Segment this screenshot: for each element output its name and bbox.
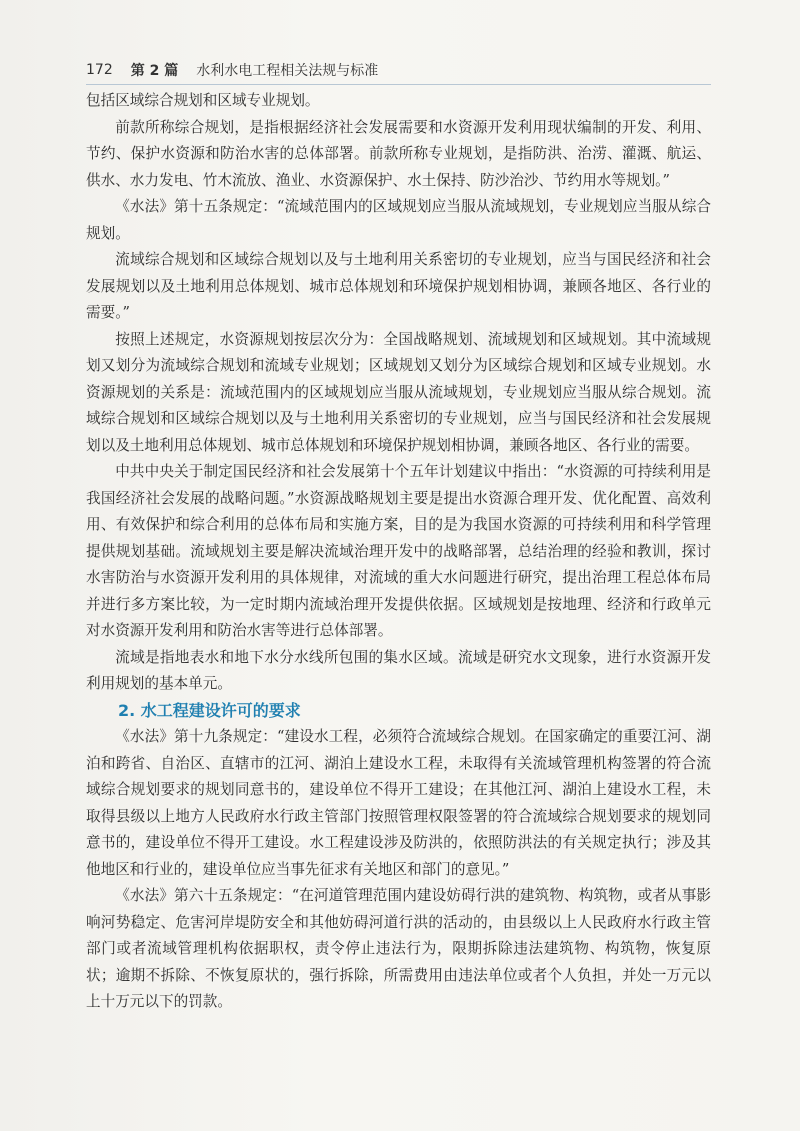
- paragraph-8: 《水法》第十九条规定：“建设水工程，必须符合流域综合规划。在国家确定的重要江河、湖泊和跨省、自治区、直辖市的江河、湖泊上建设水工程，未取得有关流域管理机构签署的符合流域综合规划要求的规划同意书的，建设单位不得开工建设；在其他江河、湖泊上建设水工程，未取得县级以上地方人民政府水行政主管部门按照管理权限签署的符合流域综合规划要求的规划同意书的，建设单位不得开工建设。水工程建设涉及防洪的，依照防洪法的有关规定执行；涉及其他地区和行业的，建设单位应当事先征求有关地区和部门的意见。”: [86, 728, 711, 878]
- paragraph-3: 《水法》第十五条规定：“流域范围内的区域规划应当服从流域规划，专业规划应当服从综合规划。: [86, 198, 711, 242]
- header-title: 水利水电工程相关法规与标准: [196, 63, 379, 79]
- paragraph-5: 按照上述规定，水资源规划按层次分为：全国战略规划、流域规划和区域规划。其中流域规划又划分为流域综合规划和流域专业规划；区域规划又划分为区域综合规划和区域专业规划。水资源规划的关系是：流域范围内的区域规划应当服从流域规划，专业规划应当服从综合规划。流域综合规划和区域综合规划以及与土地利用关系密切的专业规划，应当与国民经济和社会发展规划以及土地利用总体规划、城市总体规划和环境保护规划相协调，兼顾各地区、各行业的需要。: [86, 330, 711, 454]
- paragraph-7: 流域是指地表水和地下水分水线所包围的集水区域。流域是研究水文现象，进行水资源开发利用规划的基本单元。: [86, 648, 711, 692]
- page-number: 172: [86, 62, 113, 78]
- header-divider: [86, 84, 711, 85]
- body-text: [86, 88, 711, 1016]
- paragraph-2: 前款所称综合规划，是指根据经济社会发展需要和水资源开发利用现状编制的开发、利用、节约、保护水资源和防治水害的总体部署。前款所称专业规划，是指防洪、治涝、灌溉、航运、供水、水力发电、竹木流放、渔业、水资源保护、水土保持、防沙治沙、节约用水等规划。”: [86, 118, 711, 189]
- paragraph-9: 《水法》第六十五条规定：“在河道管理范围内建设妨碍行洪的建筑物、构筑物，或者从事影响河势稳定、危害河岸堤防安全和其他妨碍河道行洪的活动的，由县级以上人民政府水行政主管部门或者流域管理机构依据职权，责令停止违法行为，限期拆除违法建筑物、构筑物，恢复原状；逾期不拆除、不恢复原状的，强行拆除，所需费用由违法单位或者个人负担，并处一万元以上十万元以下的罚款。: [86, 887, 711, 1010]
- running-header: [86, 58, 711, 82]
- section-heading: 2. 水工程建设许可的要求: [118, 700, 301, 720]
- part-label: 第 2 篇: [130, 63, 179, 79]
- paragraph-1: 包括区域综合规划和区域专业规划。: [86, 92, 320, 109]
- paragraph-4: 流域综合规划和区域综合规划以及与土地利用关系密切的专业规划，应当与国民经济和社会发展规划以及土地利用总体规划、城市总体规划和环境保护规划相协调，兼顾各地区、各行业的需要。”: [86, 251, 711, 321]
- paragraph-6: 中共中央关于制定国民经济和社会发展第十个五年计划建议中指出：“水资源的可持续利用是我国经济社会发展的战略问题。”水资源战略规划主要是提出水资源合理开发、优化配置、高效利用、有效保护和综合利用的总体布局和实施方案，目的是为我国水资源的可持续利用和科学管理提供规划基础。流域规划主要是解决流域治理开发中的战略部署，总结治理的经验和教训，探讨水害防治与水资源开发利用的具体规律，对流域的重大水问题进行研究，提出治理工程总体布局并进行多方案比较，为一定时期内流域治理开发提供依据。区域规划是按地理、经济和行政单元对水资源开发利用和防治水害等进行总体部署。: [86, 463, 711, 639]
